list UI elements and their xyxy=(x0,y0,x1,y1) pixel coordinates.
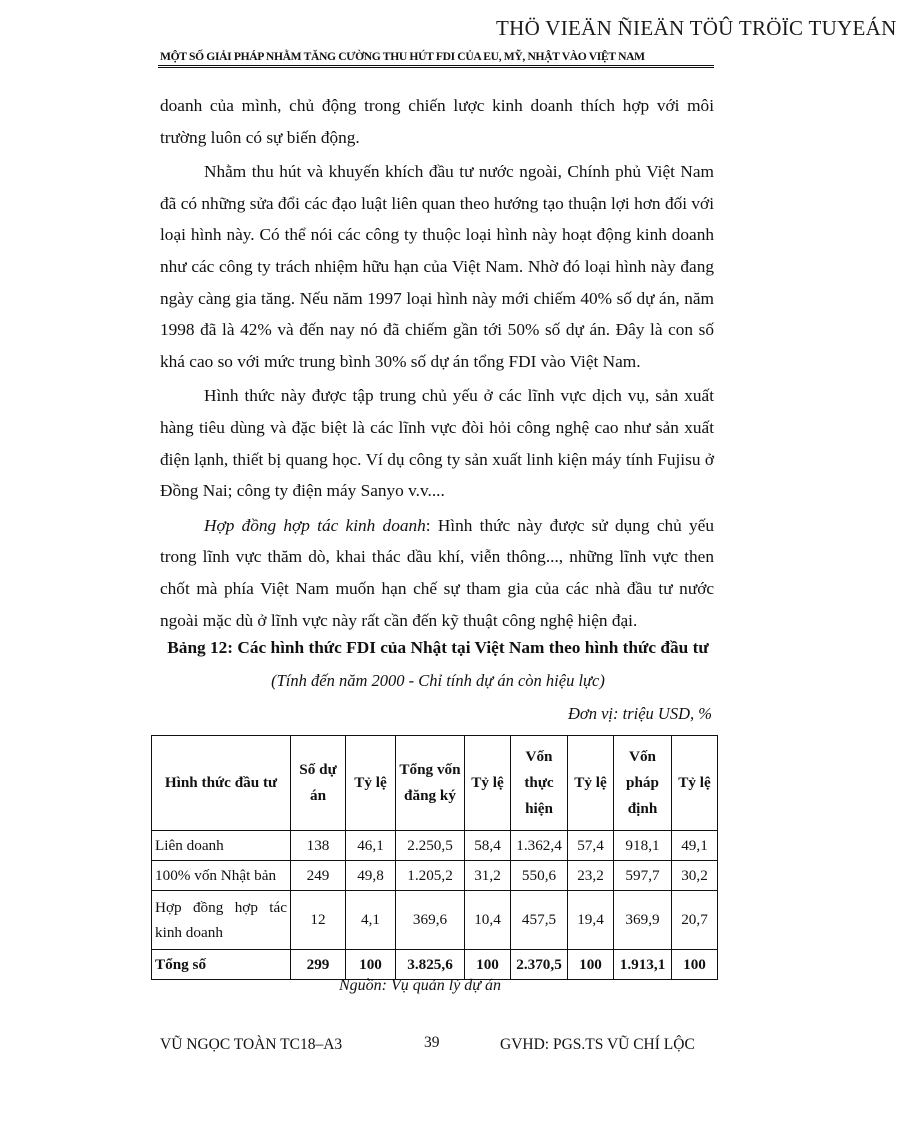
header-cell: Số dự án xyxy=(291,736,346,831)
table-cell: 457,5 xyxy=(511,891,568,950)
table-cell: 369,9 xyxy=(614,891,672,950)
watermark-text: THÖ VIEÄN ÑIEÄN TÖÛ TRÖÏC TUYEÁN xyxy=(496,16,897,40)
table-cell: 46,1 xyxy=(346,831,396,861)
header-cell: Tỷ lệ xyxy=(568,736,614,831)
header-cell: Tỷ lệ xyxy=(465,736,511,831)
table-row xyxy=(152,861,718,891)
table-cell: 12 xyxy=(291,891,346,950)
table-cell: 57,4 xyxy=(568,831,614,861)
footer-advisor: GVHD: PGS.TS VŨ CHÍ LỘC xyxy=(500,1036,695,1053)
body-text xyxy=(160,90,714,636)
fdi-table xyxy=(151,735,718,980)
table-cell: 1.913,1 xyxy=(614,950,672,980)
table-cell: 58,4 xyxy=(465,831,511,861)
table-total-row xyxy=(152,950,718,980)
table-cell: 49,1 xyxy=(672,831,718,861)
header-cell: Tỷ lệ xyxy=(672,736,718,831)
table-cell: 10,4 xyxy=(465,891,511,950)
table-source: Nguồn: Vụ quản lý dự án xyxy=(338,977,502,994)
table-cell: 3.825,6 xyxy=(396,950,465,980)
table-cell: 23,2 xyxy=(568,861,614,891)
table-cell: 138 xyxy=(291,831,346,861)
paragraph-3: Hình thức này được tập trung chủ yếu ở các lĩnh vực dịch vụ, sản xuất hàng tiêu dùng và đặc biệt là các lĩnh vực đòi hỏi công nghệ cao như sản xuất điện lạnh, thiết bị quang học. Ví dụ công ty sản xuất linh kiện máy tính Fujisu ở Đồng Nai; công ty điện máy Sanyo v.v.... xyxy=(160,386,714,501)
table-cell: 249 xyxy=(291,861,346,891)
table-cell: 1.205,2 xyxy=(396,861,465,891)
table-cell: Liên doanh xyxy=(152,831,291,861)
table-cell: 100 xyxy=(672,950,718,980)
header-rule xyxy=(158,65,714,66)
table-cell: 2.370,5 xyxy=(511,950,568,980)
table-cell: 19,4 xyxy=(568,891,614,950)
header-cell: Vốn thực hiện xyxy=(511,736,568,831)
paragraph-4-rest: : Hình thức này được sử dụng chủ yếu trong lĩnh vực thăm dò, khai thác dầu khí, viễn thông..., những lĩnh vực then chốt mà phía Việt Nam muốn hạn chế sự tham gia của các nhà đầu tư nước ngoài mặc dù ở lĩnh vực này rất cần đến kỹ thuật công nghệ hiện đại. xyxy=(160,515,714,630)
paragraph-1: doanh của mình, chủ động trong chiến lược kinh doanh thích hợp với môi trường luôn có sự biến động. xyxy=(160,96,714,147)
table-unit: Đơn vị: triệu USD, % xyxy=(568,704,712,723)
table-cell: 20,7 xyxy=(672,891,718,950)
paragraph-4 xyxy=(160,510,714,636)
table-subtitle: (Tính đến năm 2000 - Chỉ tính dự án còn hiệu lực) xyxy=(271,671,605,690)
header-cell: Hình thức đầu tư xyxy=(152,736,291,831)
table-cell: 299 xyxy=(291,950,346,980)
table-cell: 49,8 xyxy=(346,861,396,891)
table-cell: 100% vốn Nhật bản xyxy=(152,861,291,891)
table-header-row xyxy=(152,736,718,831)
running-header: MỘT SỐ GIẢI PHÁP NHẰM TĂNG CƯỜNG THU HÚT FDI CỦA EU, MỸ, NHẬT VÀO VIỆT NAM xyxy=(160,50,645,63)
table-cell: 1.362,4 xyxy=(511,831,568,861)
table-cell: 2.250,5 xyxy=(396,831,465,861)
table-title: Bảng 12: Các hình thức FDI của Nhật tại Việt Nam theo hình thức đầu tư xyxy=(167,638,709,657)
table-cell: 4,1 xyxy=(346,891,396,950)
table-cell: 100 xyxy=(346,950,396,980)
header-rule-double xyxy=(158,67,714,68)
table-cell: 31,2 xyxy=(465,861,511,891)
table-cell: 597,7 xyxy=(614,861,672,891)
table-row xyxy=(152,831,718,861)
header-cell: Tổng vốn đăng ký xyxy=(396,736,465,831)
table-row xyxy=(152,891,718,950)
table-cell: Hợp đồng hợp tác kinh doanh xyxy=(152,891,291,950)
paragraph-4-lead: Hợp đồng hợp tác kinh doanh xyxy=(204,515,426,535)
header-cell: Vốn pháp định xyxy=(614,736,672,831)
header-cell: Tỷ lệ xyxy=(346,736,396,831)
table-cell: 369,6 xyxy=(396,891,465,950)
table-cell: 550,6 xyxy=(511,861,568,891)
table-cell: Tổng số xyxy=(152,950,291,980)
table-cell: 100 xyxy=(568,950,614,980)
table-cell: 100 xyxy=(465,950,511,980)
table-cell: 30,2 xyxy=(672,861,718,891)
footer-author: VŨ NGỌC TOÀN TC18–A3 xyxy=(160,1036,343,1053)
paragraph-2: Nhằm thu hút và khuyến khích đầu tư nước ngoài, Chính phủ Việt Nam đã có những sửa đổi các đạo luật liên quan theo hướng tạo thuận lợi hơn đối với loại hình này. Có thể nói các công ty thuộc loại hình này hoạt động kinh doanh như các công ty trách nhiệm hữu hạn của Việt Nam. Nhờ đó loại hình này đang ngày càng gia tăng. Nếu năm 1997 loại hình này mới chiếm 40% số dự án, năm 1998 đã là 42% và đến nay nó đã chiếm gần tới 50% số dự án. Đây là con số khá cao so với mức trung bình 30% số dự án tổng FDI vào Việt Nam. xyxy=(160,162,714,371)
table-cell: 918,1 xyxy=(614,831,672,861)
page-number: 39 xyxy=(424,1034,440,1051)
